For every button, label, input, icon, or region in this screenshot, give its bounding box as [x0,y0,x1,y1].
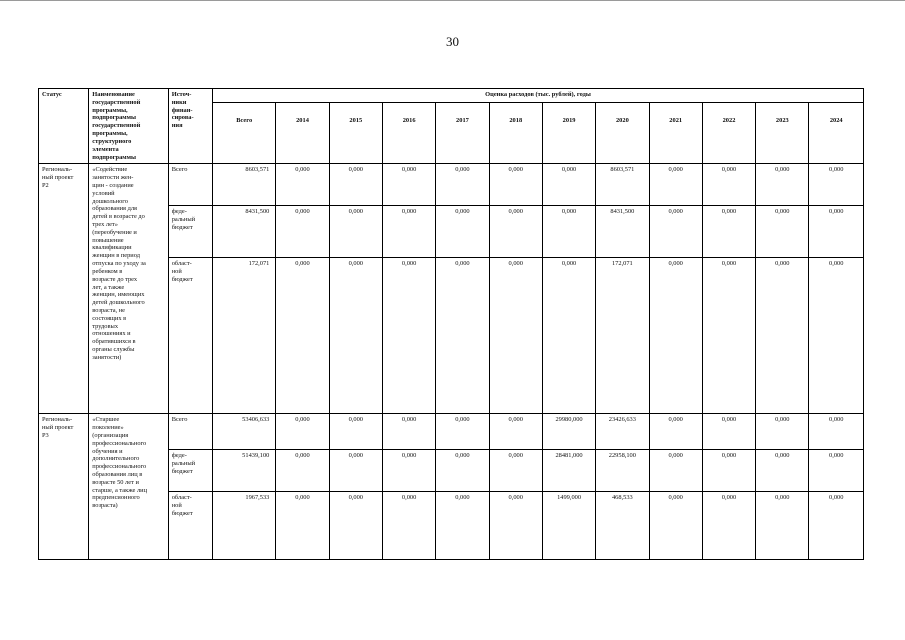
value-cell: 0,000 [329,164,382,206]
value-cell: 28481,000 [542,450,595,492]
total-cell: 8431,500 [212,206,275,258]
value-cell: 0,000 [702,450,755,492]
value-cell: 0,000 [649,206,702,258]
header-year: 2022 [702,103,755,164]
value-cell: 0,000 [436,164,489,206]
header-name: Наименование государственной программы, подпрограммы государственной программы, структурного элемента подпрограммы [89,89,168,164]
value-cell: 0,000 [382,164,435,206]
header-status: Статус [39,89,89,164]
value-cell: 0,000 [436,450,489,492]
value-cell: 0,000 [649,258,702,414]
source-cell: област- ной бюджет [168,492,212,560]
value-cell: 0,000 [329,414,382,450]
value-cell: 0,000 [489,258,542,414]
value-cell: 0,000 [809,164,864,206]
value-cell: 0,000 [756,206,809,258]
header-year: 2021 [649,103,702,164]
value-cell: 0,000 [542,164,595,206]
value-cell: 0,000 [649,492,702,560]
program-name-cell: «Содействие занятости жен- щин - создание условий дошкольного образования для детей в возрасте до трех лет» (переобучение и повышение квалификации женщин в период отпуска по уходу за ребенком в возрасте до трех лет, а также женщин, имеющих детей дошкольного возраста, не состоящих в трудовых отношениях и обратившихся в органы службы занятости) [89,164,168,414]
value-cell: 0,000 [276,414,329,450]
total-cell: 53406,633 [212,414,275,450]
value-cell: 0,000 [756,414,809,450]
value-cell: 0,000 [329,258,382,414]
value-cell: 0,000 [542,206,595,258]
value-cell: 0,000 [276,258,329,414]
page-top-rule [0,0,905,1]
header-year: 2020 [596,103,649,164]
value-cell: 0,000 [756,450,809,492]
value-cell: 0,000 [809,206,864,258]
source-cell: феде- ральный бюджет [168,450,212,492]
value-cell: 0,000 [809,414,864,450]
value-cell: 0,000 [276,164,329,206]
value-cell: 0,000 [382,206,435,258]
header-year: 2017 [436,103,489,164]
budget-table [38,88,864,560]
header-source: Источ- ники финан- сирова- ния [168,89,212,164]
header-year: 2019 [542,103,595,164]
total-cell: 51439,100 [212,450,275,492]
header-year: 2018 [489,103,542,164]
value-cell: 0,000 [382,258,435,414]
value-cell: 172,071 [596,258,649,414]
value-cell: 0,000 [276,450,329,492]
status-cell: Региональ- ный проект Р2 [39,164,89,414]
value-cell: 0,000 [489,164,542,206]
value-cell: 0,000 [702,164,755,206]
table-row [39,164,864,206]
value-cell: 0,000 [809,258,864,414]
value-cell: 0,000 [542,258,595,414]
value-cell: 0,000 [649,164,702,206]
value-cell: 0,000 [382,450,435,492]
value-cell: 0,000 [436,414,489,450]
value-cell: 22958,100 [596,450,649,492]
source-cell: Всего [168,164,212,206]
value-cell: 8603,571 [596,164,649,206]
value-cell: 0,000 [329,450,382,492]
value-cell: 0,000 [489,206,542,258]
value-cell: 0,000 [329,206,382,258]
value-cell: 29980,000 [542,414,595,450]
value-cell: 0,000 [276,206,329,258]
value-cell: 0,000 [489,450,542,492]
value-cell: 0,000 [436,492,489,560]
value-cell: 0,000 [756,164,809,206]
source-cell: феде- ральный бюджет [168,206,212,258]
value-cell: 0,000 [489,492,542,560]
value-cell: 1499,000 [542,492,595,560]
value-cell: 0,000 [649,450,702,492]
value-cell: 0,000 [702,258,755,414]
table-row [39,414,864,450]
value-cell: 0,000 [436,206,489,258]
value-cell: 0,000 [756,492,809,560]
total-cell: 8603,571 [212,164,275,206]
total-cell: 1967,533 [212,492,275,560]
value-cell: 0,000 [649,414,702,450]
value-cell: 0,000 [276,492,329,560]
header-costs: Оценка расходов (тыс. рублей), годы [212,89,863,103]
value-cell: 0,000 [436,258,489,414]
header-year: 2023 [756,103,809,164]
status-cell: Региональ- ный проект Р3 [39,414,89,560]
header-year: 2014 [276,103,329,164]
header-total: Всего [212,103,275,164]
value-cell: 0,000 [702,206,755,258]
value-cell: 0,000 [702,492,755,560]
value-cell: 0,000 [702,414,755,450]
source-cell: област- ной бюджет [168,258,212,414]
value-cell: 0,000 [809,450,864,492]
header-year: 2016 [382,103,435,164]
value-cell: 468,533 [596,492,649,560]
program-name-cell: «Старшее поколение» (организация профессионального обучения и дополнительного профессионального образования лиц в возрасте 50 лет и старше, а также лиц предпенсионного возраста) [89,414,168,560]
value-cell: 0,000 [756,258,809,414]
source-cell: Всего [168,414,212,450]
value-cell: 0,000 [382,492,435,560]
value-cell: 0,000 [329,492,382,560]
value-cell: 8431,500 [596,206,649,258]
value-cell: 0,000 [382,414,435,450]
value-cell: 0,000 [489,414,542,450]
value-cell: 0,000 [809,492,864,560]
page-number: 30 [446,34,459,49]
total-cell: 172,071 [212,258,275,414]
header-year: 2015 [329,103,382,164]
header-year: 2024 [809,103,864,164]
value-cell: 23426,633 [596,414,649,450]
